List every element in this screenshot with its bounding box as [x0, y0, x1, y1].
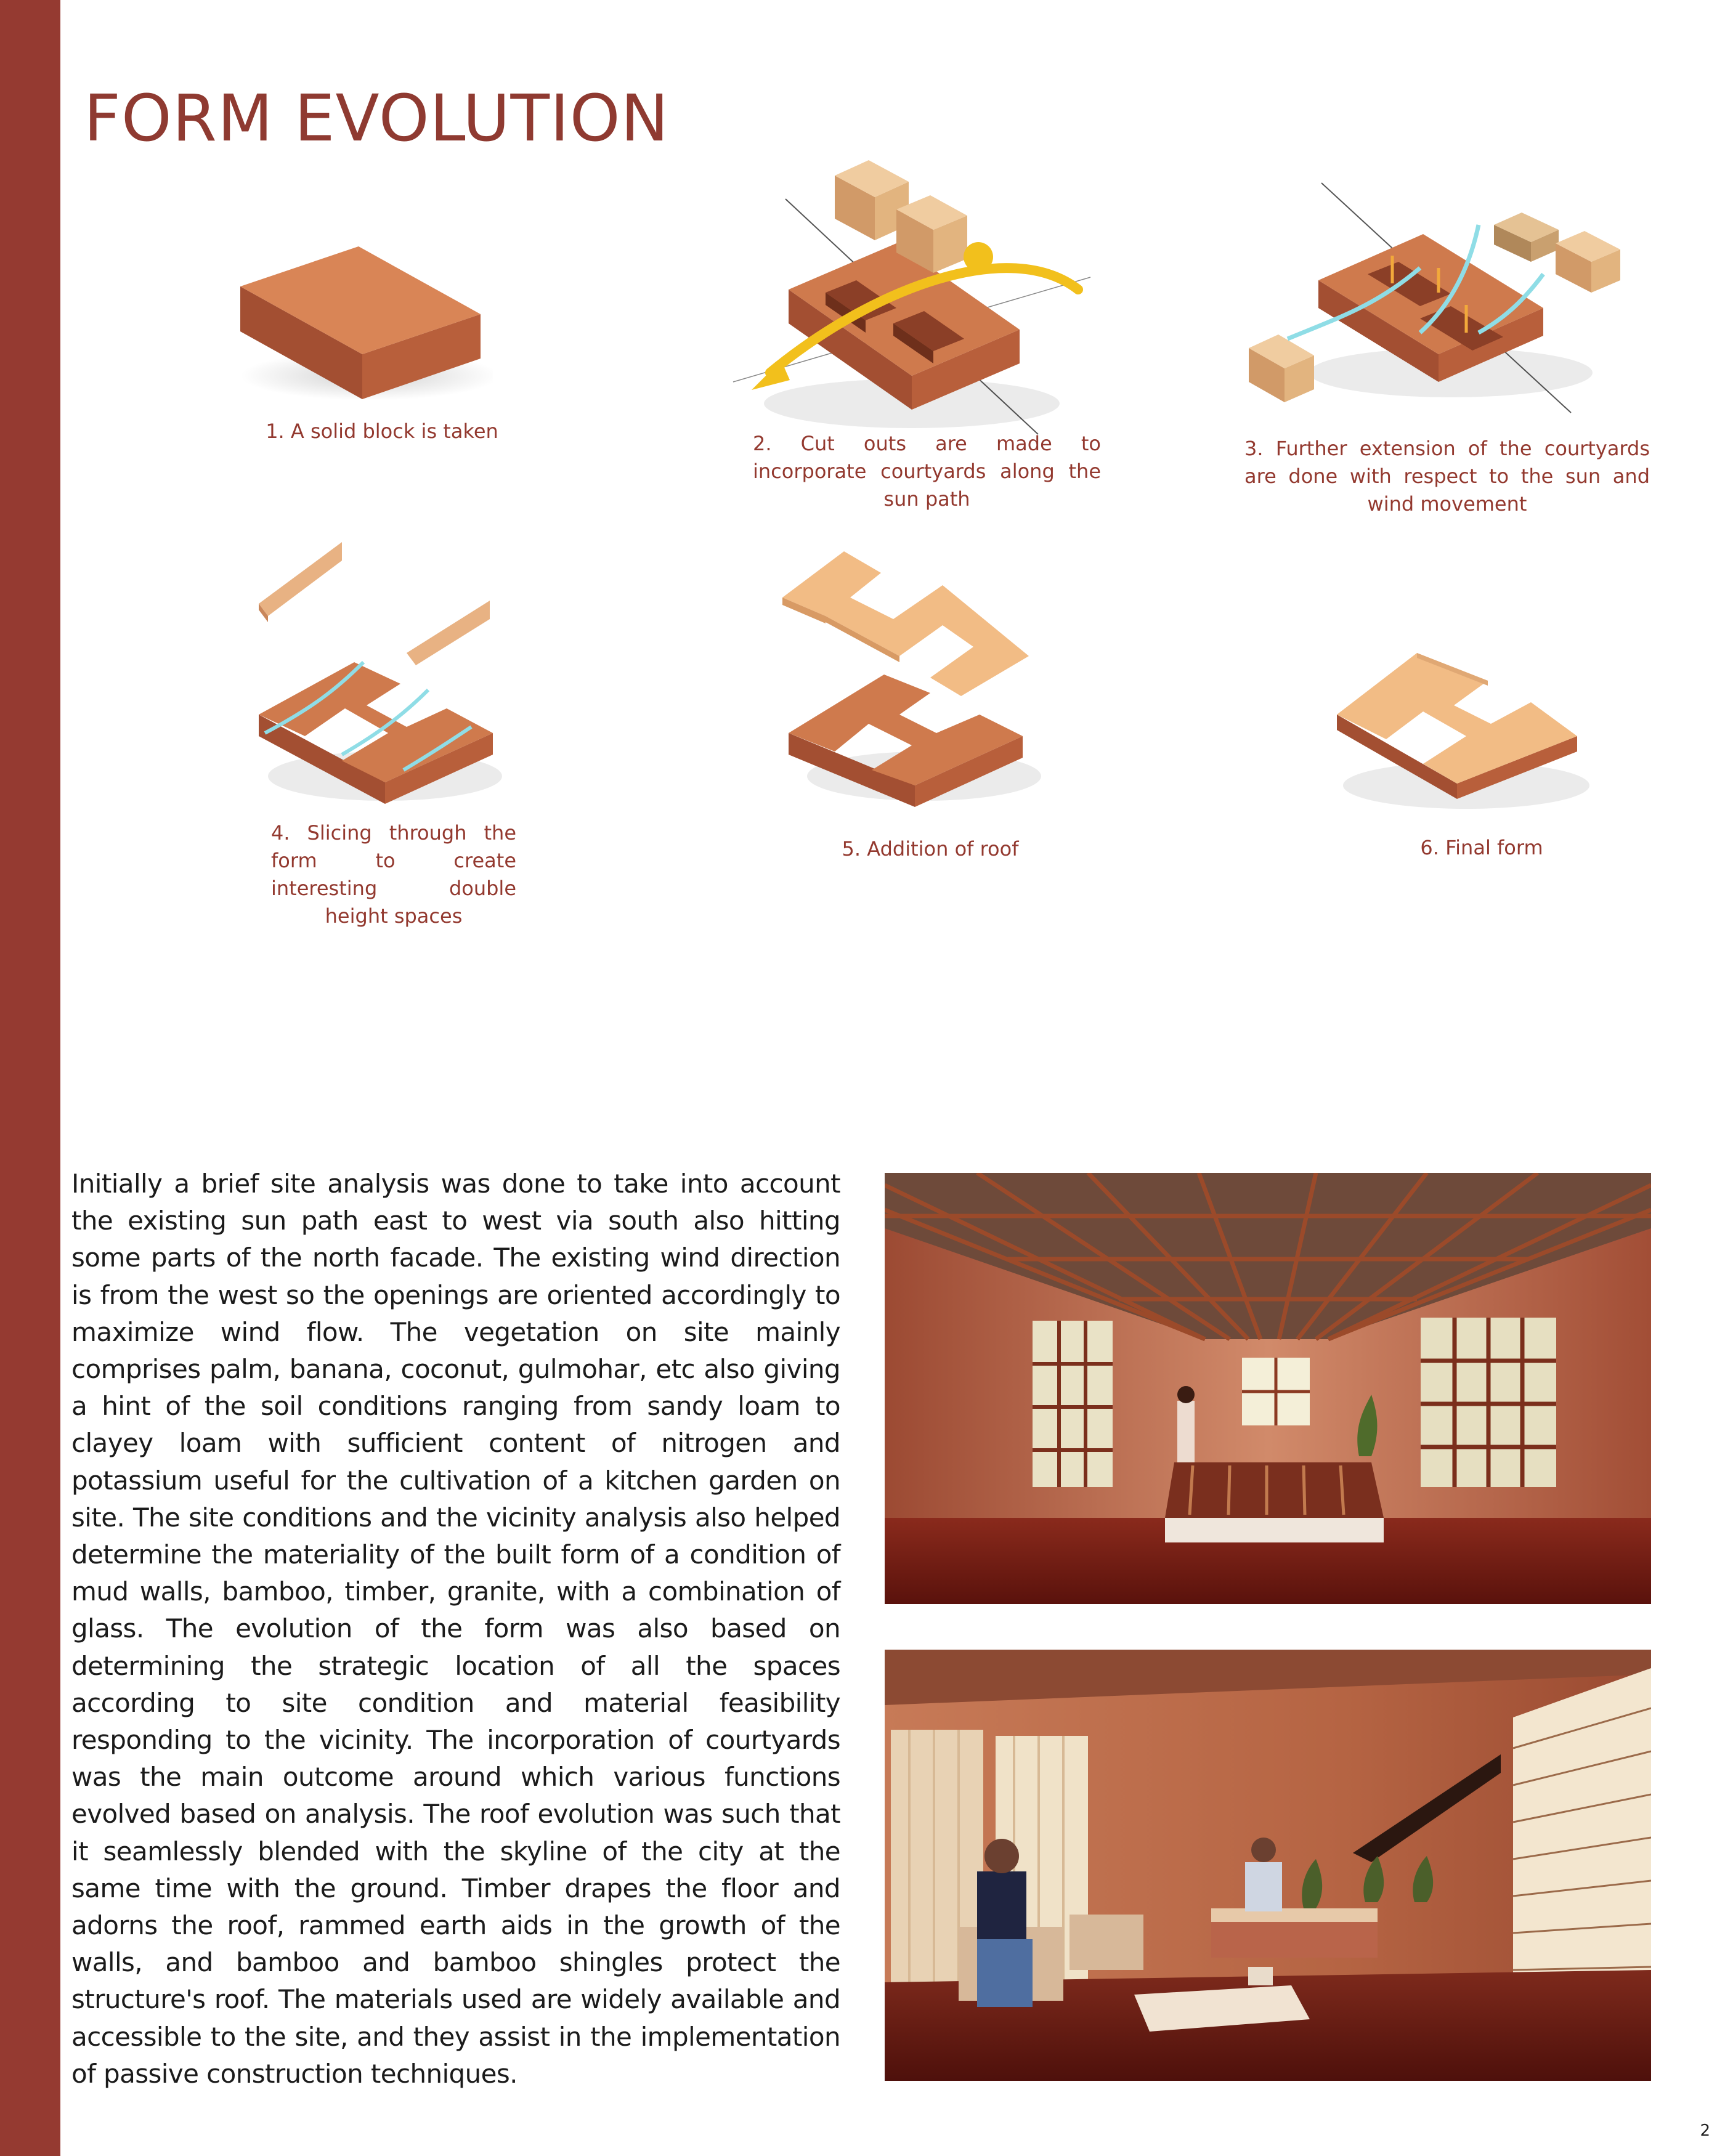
interior-render-upper-hall [885, 1173, 1651, 1604]
design-description: Initially a brief site analysis was done to take into account the existing sun path east to west via south also hitting some parts of the north facade. The existing wind direction is from the west so the openings are oriented accordingly to maximize wind flow. The vegetation on site mainly comprises palm, banana, coconut, gulmohar, etc also giving a hint of the soil conditions ranging from sandy loam to clayey loam with sufficient content of nitrogen and potassium useful for the cultivation of a kitchen garden on site. The site conditions and the vicinity analysis also helped determine the materiality of the built form of a condition of mud walls, bamboo, timber, granite, with a combination of glass. The evolution of the form was also based on determining the strategic location of all the spaces according to site condition and material feasibility responding to the vicinity. The incorporation of courtyards was the main outcome around which various functions evolved based on analysis. The roof evolution was such that it seamlessly blended with the skyline of the city at the same time with the ground. Timber drapes the floor and adorns the roof, rammed earth aids in the growth of the walls, and bamboo and bamboo shingles protect the structure's roof. The materials used are widely available and accessible to the site, and they assist in the implementation of passive construction techniques. [71, 1169, 840, 2089]
diagram-slicing-double-height [250, 530, 508, 813]
step-caption-1: 1. A solid block is taken [266, 419, 498, 443]
step-caption-6: 6. Final form [1420, 836, 1543, 859]
step-caption-3: 3. Further extension of the courtyards are done with respect to the sun and wind movement [1244, 437, 1650, 516]
step-caption-2: 2. Cut outs are made to incorporate courtyards along the sun path [753, 432, 1101, 511]
step-caption-4: 4. Slicing through the form to create interesting double height spaces [271, 821, 516, 928]
diagram-courtyards-sun-path [721, 157, 1103, 447]
step-caption-5: 5. Addition of roof [842, 837, 1019, 861]
page-title: FORM EVOLUTION [84, 81, 670, 156]
diagram-roof-addition [770, 548, 1047, 813]
interior-render-living-room [885, 1650, 1651, 2081]
diagram-solid-block [228, 222, 493, 407]
page-number: 2 [1700, 2122, 1710, 2140]
diagram-final-form [1325, 638, 1589, 816]
diagram-courtyard-extension [1235, 176, 1660, 419]
side-accent-bar [0, 0, 60, 2156]
